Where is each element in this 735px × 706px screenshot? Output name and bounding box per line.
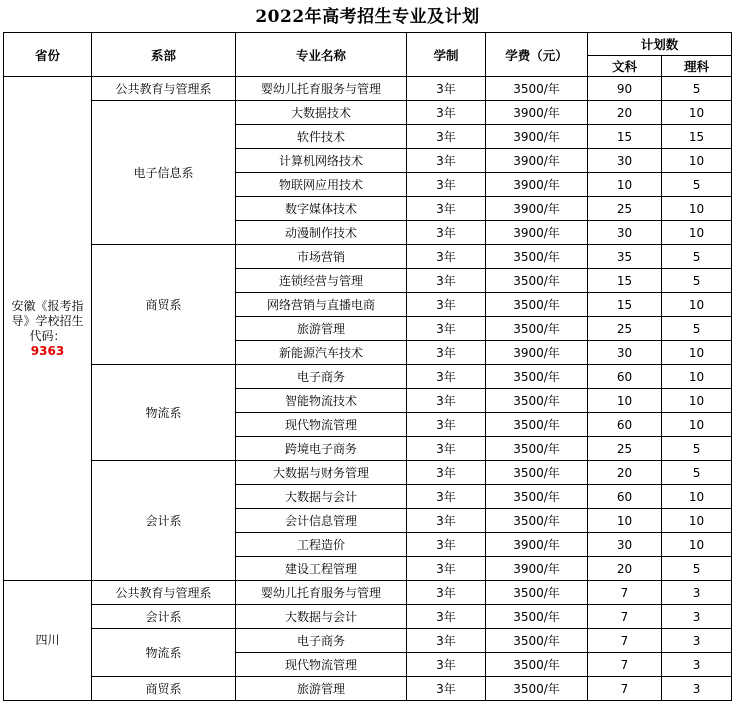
duration-cell: 3年: [407, 77, 486, 101]
liberal-count-cell: 10: [588, 509, 662, 533]
liberal-count-cell: 7: [588, 605, 662, 629]
liberal-count-cell: 25: [588, 437, 662, 461]
science-count-cell: 10: [662, 293, 732, 317]
science-count-cell: 5: [662, 269, 732, 293]
major-cell: 网络营销与直播电商: [236, 293, 407, 317]
fee-cell: 3500/年: [486, 77, 588, 101]
duration-cell: 3年: [407, 365, 486, 389]
science-count-cell: 5: [662, 317, 732, 341]
province-label: 四川: [35, 633, 60, 647]
science-count-cell: 5: [662, 461, 732, 485]
science-count-cell: 10: [662, 365, 732, 389]
liberal-count-cell: 30: [588, 533, 662, 557]
science-count-cell: 3: [662, 677, 732, 701]
header-plan: 计划数: [588, 33, 732, 56]
science-count-cell: 5: [662, 557, 732, 581]
duration-cell: 3年: [407, 269, 486, 293]
liberal-count-cell: 15: [588, 269, 662, 293]
department-cell: 商贸系: [92, 677, 236, 701]
table-body: [4, 77, 732, 701]
table-row: [4, 629, 732, 653]
science-count-cell: 10: [662, 389, 732, 413]
fee-cell: 3900/年: [486, 221, 588, 245]
science-count-cell: 10: [662, 197, 732, 221]
science-count-cell: 5: [662, 245, 732, 269]
science-count-cell: 3: [662, 605, 732, 629]
science-count-cell: 5: [662, 77, 732, 101]
major-cell: 市场营销: [236, 245, 407, 269]
table-row: [4, 245, 732, 269]
duration-cell: 3年: [407, 245, 486, 269]
fee-cell: 3900/年: [486, 149, 588, 173]
science-count-cell: 3: [662, 581, 732, 605]
liberal-count-cell: 7: [588, 629, 662, 653]
fee-cell: 3500/年: [486, 581, 588, 605]
major-cell: 旅游管理: [236, 677, 407, 701]
liberal-count-cell: 30: [588, 149, 662, 173]
header-row: [4, 33, 732, 56]
department-cell: 商贸系: [92, 245, 236, 365]
fee-cell: 3500/年: [486, 269, 588, 293]
major-cell: 数字媒体技术: [236, 197, 407, 221]
fee-cell: 3500/年: [486, 653, 588, 677]
table-row: [4, 461, 732, 485]
major-cell: 软件技术: [236, 125, 407, 149]
liberal-count-cell: 90: [588, 77, 662, 101]
table-row: [4, 677, 732, 701]
science-count-cell: 10: [662, 101, 732, 125]
major-cell: 现代物流管理: [236, 653, 407, 677]
science-count-cell: 10: [662, 149, 732, 173]
fee-cell: 3900/年: [486, 557, 588, 581]
major-cell: 计算机网络技术: [236, 149, 407, 173]
major-cell: 新能源汽车技术: [236, 341, 407, 365]
major-cell: 电子商务: [236, 365, 407, 389]
liberal-count-cell: 60: [588, 413, 662, 437]
major-cell: 现代物流管理: [236, 413, 407, 437]
department-cell: 公共教育与管理系: [92, 77, 236, 101]
duration-cell: 3年: [407, 437, 486, 461]
duration-cell: 3年: [407, 533, 486, 557]
duration-cell: 3年: [407, 341, 486, 365]
header-fee: 学费（元）: [486, 33, 588, 77]
major-cell: 婴幼儿托育服务与管理: [236, 77, 407, 101]
major-cell: 智能物流技术: [236, 389, 407, 413]
school-code: 9363: [30, 343, 65, 358]
header-department: 系部: [92, 33, 236, 77]
duration-cell: 3年: [407, 629, 486, 653]
science-count-cell: 3: [662, 653, 732, 677]
enrollment-plan-table: [3, 32, 732, 701]
fee-cell: 3500/年: [486, 293, 588, 317]
science-count-cell: 10: [662, 341, 732, 365]
table-row: [4, 101, 732, 125]
fee-cell: 3900/年: [486, 533, 588, 557]
table-row: [4, 605, 732, 629]
duration-cell: 3年: [407, 317, 486, 341]
fee-cell: 3900/年: [486, 173, 588, 197]
fee-cell: 3500/年: [486, 317, 588, 341]
liberal-count-cell: 7: [588, 581, 662, 605]
department-cell: 会计系: [92, 605, 236, 629]
fee-cell: 3900/年: [486, 125, 588, 149]
liberal-count-cell: 30: [588, 341, 662, 365]
header-liberal: 文科: [588, 56, 662, 77]
duration-cell: 3年: [407, 149, 486, 173]
duration-cell: 3年: [407, 125, 486, 149]
table-row: [4, 77, 732, 101]
department-cell: 物流系: [92, 365, 236, 461]
duration-cell: 3年: [407, 485, 486, 509]
department-cell: 公共教育与管理系: [92, 581, 236, 605]
major-cell: 会计信息管理: [236, 509, 407, 533]
major-cell: 大数据与会计: [236, 605, 407, 629]
duration-cell: 3年: [407, 221, 486, 245]
table-row: [4, 581, 732, 605]
fee-cell: 3500/年: [486, 605, 588, 629]
science-count-cell: 10: [662, 413, 732, 437]
liberal-count-cell: 15: [588, 125, 662, 149]
major-cell: 跨境电子商务: [236, 437, 407, 461]
major-cell: 旅游管理: [236, 317, 407, 341]
liberal-count-cell: 25: [588, 197, 662, 221]
major-cell: 建设工程管理: [236, 557, 407, 581]
science-count-cell: 10: [662, 533, 732, 557]
science-count-cell: 10: [662, 509, 732, 533]
major-cell: 婴幼儿托育服务与管理: [236, 581, 407, 605]
fee-cell: 3900/年: [486, 101, 588, 125]
liberal-count-cell: 60: [588, 365, 662, 389]
header-science: 理科: [662, 56, 732, 77]
fee-cell: 3500/年: [486, 677, 588, 701]
duration-cell: 3年: [407, 461, 486, 485]
liberal-count-cell: 25: [588, 317, 662, 341]
fee-cell: 3500/年: [486, 389, 588, 413]
science-count-cell: 15: [662, 125, 732, 149]
duration-cell: 3年: [407, 605, 486, 629]
science-count-cell: 10: [662, 221, 732, 245]
duration-cell: 3年: [407, 293, 486, 317]
department-cell: 物流系: [92, 629, 236, 677]
liberal-count-cell: 10: [588, 389, 662, 413]
fee-cell: 3500/年: [486, 509, 588, 533]
duration-cell: 3年: [407, 173, 486, 197]
fee-cell: 3900/年: [486, 341, 588, 365]
major-cell: 大数据技术: [236, 101, 407, 125]
fee-cell: 3900/年: [486, 197, 588, 221]
science-count-cell: 5: [662, 173, 732, 197]
duration-cell: 3年: [407, 581, 486, 605]
duration-cell: 3年: [407, 413, 486, 437]
liberal-count-cell: 20: [588, 101, 662, 125]
fee-cell: 3500/年: [486, 629, 588, 653]
province-label: 安徽《报考指导》学校招生代码：: [11, 298, 84, 343]
major-cell: 工程造价: [236, 533, 407, 557]
fee-cell: 3500/年: [486, 413, 588, 437]
duration-cell: 3年: [407, 677, 486, 701]
liberal-count-cell: 30: [588, 221, 662, 245]
liberal-count-cell: 15: [588, 293, 662, 317]
province-cell: [4, 581, 92, 701]
science-count-cell: 3: [662, 629, 732, 653]
duration-cell: 3年: [407, 653, 486, 677]
science-count-cell: 5: [662, 437, 732, 461]
department-cell: 电子信息系: [92, 101, 236, 245]
major-cell: 连锁经营与管理: [236, 269, 407, 293]
fee-cell: 3500/年: [486, 245, 588, 269]
fee-cell: 3500/年: [486, 365, 588, 389]
liberal-count-cell: 10: [588, 173, 662, 197]
liberal-count-cell: 35: [588, 245, 662, 269]
duration-cell: 3年: [407, 101, 486, 125]
duration-cell: 3年: [407, 557, 486, 581]
major-cell: 电子商务: [236, 629, 407, 653]
major-cell: 大数据与财务管理: [236, 461, 407, 485]
liberal-count-cell: 7: [588, 677, 662, 701]
province-cell: [4, 77, 92, 581]
header-major: 专业名称: [236, 33, 407, 77]
major-cell: 大数据与会计: [236, 485, 407, 509]
major-cell: 物联网应用技术: [236, 173, 407, 197]
liberal-count-cell: 20: [588, 461, 662, 485]
major-cell: 动漫制作技术: [236, 221, 407, 245]
header-duration: 学制: [407, 33, 486, 77]
fee-cell: 3500/年: [486, 461, 588, 485]
science-count-cell: 10: [662, 485, 732, 509]
department-cell: 会计系: [92, 461, 236, 581]
fee-cell: 3500/年: [486, 485, 588, 509]
fee-cell: 3500/年: [486, 437, 588, 461]
table-row: [4, 365, 732, 389]
page-title: 2022年高考招生专业及计划: [255, 7, 480, 27]
duration-cell: 3年: [407, 389, 486, 413]
duration-cell: 3年: [407, 509, 486, 533]
header-province: 省份: [4, 33, 92, 77]
liberal-count-cell: 20: [588, 557, 662, 581]
liberal-count-cell: 60: [588, 485, 662, 509]
duration-cell: 3年: [407, 197, 486, 221]
liberal-count-cell: 7: [588, 653, 662, 677]
